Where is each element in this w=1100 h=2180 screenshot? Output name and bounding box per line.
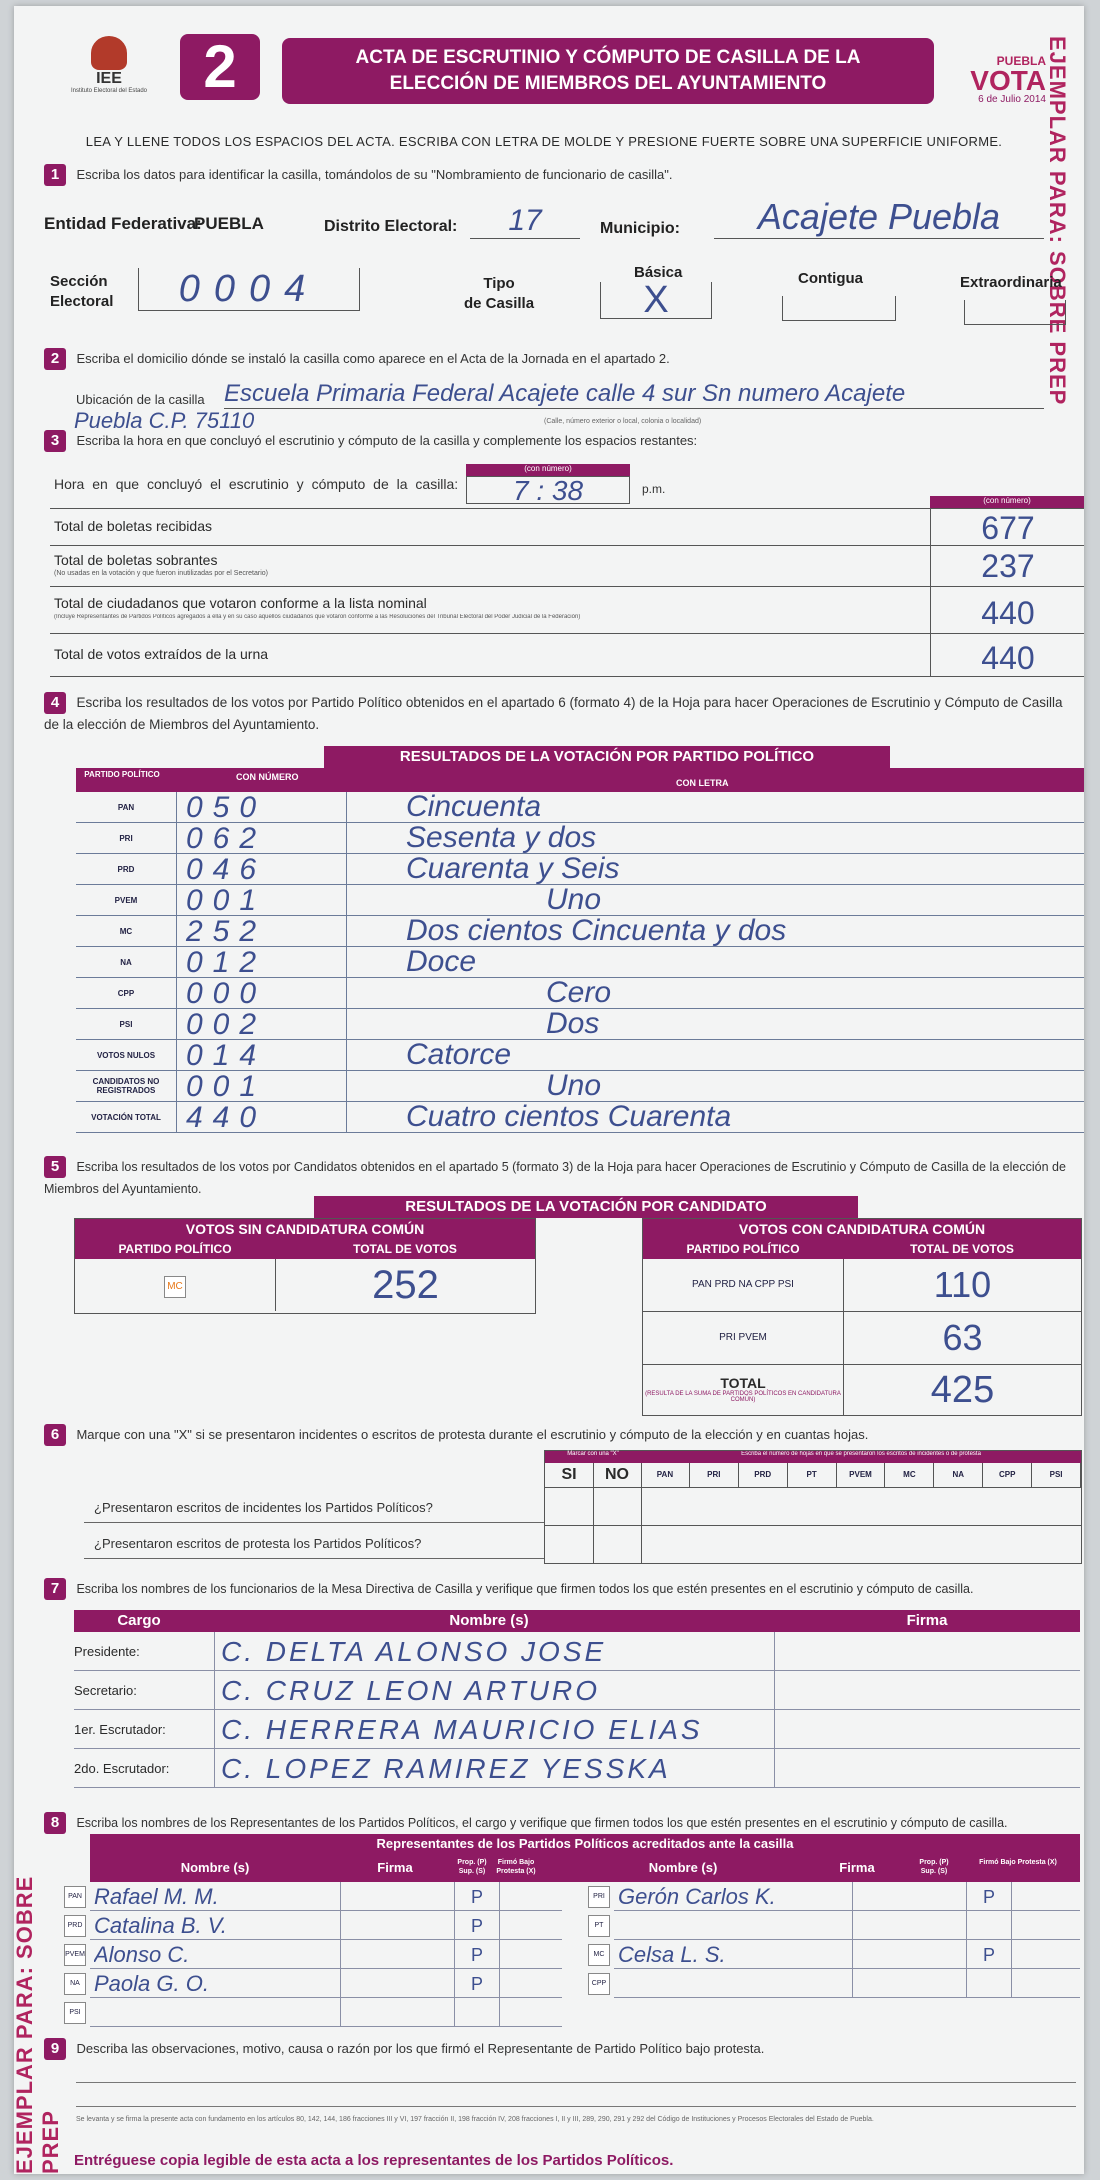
- votes-row-letters[interactable]: Sesenta y dos: [406, 823, 597, 853]
- votes-row-number[interactable]: 062: [186, 823, 347, 853]
- section-number: 4: [44, 692, 66, 714]
- votes-row-number[interactable]: 014: [186, 1040, 347, 1070]
- tipo-label-1: Tipo: [483, 275, 515, 292]
- rep-firma[interactable]: [852, 1882, 967, 1910]
- pm-label: p.m.: [642, 482, 666, 496]
- section-1-header: [44, 164, 672, 186]
- votes-row-number[interactable]: 001: [186, 1071, 347, 1101]
- hora-field[interactable]: 7 : 38: [466, 476, 630, 504]
- col-partido: PARTIDO POLÍTICO: [84, 770, 160, 779]
- rep-row: [65, 1940, 562, 1969]
- reps-col-prop: Prop. (P) Sup. (S): [457, 1859, 487, 1875]
- official-cargo: 2do. Escrutador:: [74, 1761, 170, 1776]
- seccion-label-2: Electoral: [50, 293, 114, 310]
- section-8-header: [44, 1812, 1008, 1834]
- section-number: 6: [44, 1424, 66, 1446]
- incident-party-cpp-icon: CPP: [983, 1463, 1032, 1487]
- incident-party-psi-icon: PSI: [1032, 1463, 1081, 1487]
- con-total-value[interactable]: 425: [930, 1369, 995, 1411]
- rep-party-pan-icon: PAN: [64, 1886, 86, 1908]
- official-row: [74, 1632, 1080, 1671]
- con-row: [643, 1259, 1081, 1312]
- votes-row-number[interactable]: 440: [186, 1102, 347, 1132]
- officials-body: [74, 1632, 1080, 1788]
- rep-nombre[interactable]: [618, 1911, 848, 1939]
- totals-row: [50, 508, 1084, 546]
- votes-row: [76, 978, 1084, 1009]
- votes-table-header: [76, 768, 1084, 792]
- seccion-label-1: Sección: [50, 273, 108, 290]
- rep-prop[interactable]: P: [454, 1940, 500, 1968]
- votes-row-letters[interactable]: Cuarenta y Seis: [406, 854, 620, 884]
- official-cargo: 1er. Escrutador:: [74, 1722, 166, 1737]
- iee-emblem-icon: [91, 36, 127, 70]
- totals-value[interactable]: 677: [930, 509, 1085, 545]
- section-7-header: [44, 1578, 973, 1600]
- con-row-value[interactable]: 63: [942, 1317, 983, 1358]
- ubicacion-line-1[interactable]: Escuela Primaria Federal Acajete calle 4 sur Sn numero Acajete: [224, 380, 1044, 409]
- votes-row-party: PRI: [76, 823, 177, 853]
- municipio-label: Municipio:: [600, 220, 680, 237]
- rep-prop[interactable]: [966, 1911, 1012, 1939]
- section-number: 9: [44, 2038, 66, 2060]
- totals-label: Total de ciudadanos que votaron conforme a la lista nominal: [54, 595, 427, 611]
- rep-party-cpp-icon: CPP: [588, 1973, 610, 1995]
- rep-nombre[interactable]: Paola G. O.: [94, 1971, 209, 1996]
- section-text: Escriba el domicilio dónde se instaló la casilla como aparece en el Acta de la Jornada en el apartado 2.: [76, 351, 670, 366]
- rep-firma[interactable]: [340, 1882, 455, 1910]
- votes-row-party: CANDIDATOS NO REGISTRADOS: [76, 1071, 177, 1101]
- sin-title: VOTOS SIN CANDIDATURA COMÚN: [75, 1219, 535, 1239]
- votes-row-number[interactable]: 046: [186, 854, 347, 884]
- votes-row-party: PRD: [76, 854, 177, 884]
- incident-party-mc-icon: MC: [885, 1463, 934, 1487]
- contigua-label: Contigua: [798, 270, 863, 287]
- section-number: 3: [44, 430, 66, 452]
- section-text: Escriba la hora en que concluyó el escrutinio y cómputo de la casilla y complemente los espacios restantes:: [76, 433, 698, 448]
- q-line: [84, 1522, 544, 1523]
- extraordinaria-checkbox[interactable]: [964, 300, 1066, 325]
- con-total-sub: (RESULTA DE LA SUMA DE PARTIDOS POLÍTICOS EN CANDIDATURA COMÚN): [645, 1391, 841, 1403]
- votes-row-party: NA: [76, 947, 177, 977]
- puebla-vota-brand: [946, 54, 1046, 105]
- rep-firma[interactable]: [340, 1911, 455, 1939]
- totals-value[interactable]: 237: [930, 546, 1085, 586]
- seccion-label: [50, 272, 113, 312]
- con-row-parties: PAN PRD NA CPP PSI: [643, 1259, 844, 1311]
- votes-row: [76, 1009, 1084, 1040]
- totals-row: [50, 546, 1084, 587]
- totals-table: [50, 508, 1084, 677]
- rep-nombre[interactable]: Alonso C.: [94, 1942, 190, 1967]
- obs-line[interactable]: [76, 2106, 1076, 2107]
- votes-table-title: RESULTADOS DE LA VOTACIÓN POR PARTIDO POLÍTICO: [324, 746, 890, 768]
- protesta-question: ¿Presentaron escritos de protesta los Partidos Políticos?: [94, 1536, 422, 1551]
- acta-title: [282, 38, 934, 104]
- footer-legal: Se levanta y se firma la presente acta con fundamento en los artículos 80, 142, 144, 186 fracciones III y VI, 197 fracción II, 198 fracción IV, 208 fracciones I, II y III, 289, 290, 291 y 292 del Código de Instituciones y Procesos Electorales del Estado de Puebla.: [76, 2116, 874, 2123]
- incident-party-headers: [641, 1463, 1081, 1487]
- tipo-label-2: de Casilla: [464, 295, 535, 312]
- ubicacion-line-2[interactable]: Puebla C.P. 75110: [74, 408, 255, 433]
- col-nombre: Nombre (s): [449, 1612, 529, 1629]
- rep-row: [593, 1882, 1080, 1911]
- acta-number: 2: [180, 34, 260, 100]
- mc-logo-icon: MC: [164, 1276, 186, 1298]
- reps-col-nombre-2: Nombre (s): [648, 1860, 718, 1875]
- rep-nombre[interactable]: Celsa L. S.: [618, 1942, 726, 1967]
- official-row: [74, 1671, 1080, 1710]
- incident-party-pvem-icon: PVEM: [837, 1463, 886, 1487]
- con-col-partido: PARTIDO POLÍTICO: [686, 1242, 800, 1256]
- rep-party-na-icon: NA: [64, 1973, 86, 1995]
- section-text: Escriba los resultados de los votos por Candidatos obtenidos en el apartado 5 (formato 3) de la Hoja para hacer Operaciones de Escrutinio y Cómputo de Casilla de la elección de Miembros del Ayuntamiento.: [44, 1160, 1066, 1196]
- section-text: Describa las observaciones, motivo, causa o razón por los que firmó el Representante de Partido Político bajo protesta.: [76, 2041, 765, 2056]
- votes-row: [76, 885, 1084, 916]
- rep-party-prd-icon: PRD: [64, 1915, 86, 1937]
- marcar-label: Marcar con una "X": [545, 1451, 641, 1463]
- section-text: Escriba los nombres de los Representantes de los Partidos Políticos, el cargo y verifique que firmen todos los que estén presentes en el escrutinio y cómputo de casilla.: [76, 1816, 1008, 1830]
- rep-nombre[interactable]: Gerón Carlos K.: [618, 1884, 776, 1909]
- entidad-label: Entidad Federativa:: [44, 214, 202, 233]
- votes-row-letters[interactable]: Cero: [546, 978, 612, 1008]
- votes-row-letters[interactable]: Dos: [546, 1009, 600, 1039]
- officials-header: [74, 1610, 1080, 1632]
- reps-col-bajo: Firmó Bajo Protesta (X): [496, 1859, 536, 1875]
- votes-row-letters[interactable]: Catorce: [406, 1040, 512, 1070]
- section-text: Escriba los resultados de los votos por Partido Político obtenidos en el apartado 6 (formato 4) de la Hoja para hacer Operaciones de Escrutinio y Cómputo de Casilla de la elección de Miembros del Ayuntamiento.: [44, 695, 1063, 732]
- official-cargo: Presidente:: [74, 1644, 140, 1659]
- entidad-value: PUEBLA: [194, 214, 264, 233]
- official-nombre[interactable]: C. CRUZ LEON ARTURO: [214, 1671, 774, 1709]
- votes-row-party: CPP: [76, 978, 177, 1008]
- rep-firma[interactable]: [852, 1911, 967, 1939]
- seccion-field[interactable]: 0004: [138, 268, 360, 311]
- votes-row-letters[interactable]: Doce: [406, 947, 477, 977]
- col-cargo: Cargo: [117, 1612, 161, 1629]
- hora-con-numero: (con número): [466, 464, 630, 476]
- brand-big: VOTA: [970, 65, 1046, 96]
- title-line-1: ACTA DE ESCRUTINIO Y CÓMPUTO DE CASILLA DE LA: [355, 47, 861, 68]
- incidents-grid: [544, 1450, 1082, 1564]
- totals-sub: (Incluye Representantes de Partidos Políticos agregados a ella y en su caso aquellos ciudadanos que votaron conforme a las Resoluciones del Tribunal Electoral del Poder Judicial de la Federación): [54, 614, 581, 620]
- rep-firma[interactable]: [852, 1940, 967, 1968]
- official-nombre[interactable]: C. DELTA ALONSO JOSE: [214, 1632, 774, 1670]
- rep-prop[interactable]: P: [966, 1882, 1012, 1910]
- iee-logo: [64, 36, 154, 106]
- votes-row: [76, 823, 1084, 854]
- basica-label: Básica: [634, 264, 683, 281]
- votes-row-number[interactable]: 252: [186, 916, 347, 946]
- rep-nombre[interactable]: [94, 1998, 336, 2026]
- con-row-value[interactable]: 110: [933, 1264, 992, 1305]
- votes-row: [76, 947, 1084, 978]
- section-2-header: [44, 348, 670, 370]
- obs-line[interactable]: [76, 2082, 1076, 2083]
- votes-row: [76, 1040, 1084, 1071]
- official-firma[interactable]: [774, 1671, 1081, 1709]
- reps-table-title: Representantes de los Partidos Políticos acreditados ante la casilla: [90, 1834, 1080, 1854]
- candidate-table-title: RESULTADOS DE LA VOTACIÓN POR CANDIDATO: [314, 1196, 858, 1218]
- reps-right-body: [591, 1882, 1080, 1998]
- rep-row: [591, 1969, 1080, 1998]
- votes-row: [76, 1071, 1084, 1102]
- official-firma[interactable]: [774, 1710, 1081, 1748]
- totals-value[interactable]: 440: [930, 587, 1085, 633]
- rep-party-psi-icon: PSI: [64, 2002, 86, 2024]
- votes-table-body: [76, 792, 1084, 1133]
- con-row: [643, 1312, 1081, 1365]
- votes-row-party: VOTACIÓN TOTAL: [76, 1102, 177, 1132]
- distrito-label: Distrito Electoral:: [324, 218, 458, 235]
- votes-row-party: PSI: [76, 1009, 177, 1039]
- rep-row: [593, 1940, 1080, 1969]
- con-row-parties: PRI PVEM: [643, 1312, 844, 1364]
- section-text: Escriba los datos para identificar la casilla, tomándolos de su "Nombramiento de funcionario de casilla".: [76, 167, 673, 182]
- rep-party-pt-icon: PT: [588, 1915, 610, 1937]
- sin-value[interactable]: 252: [372, 1263, 439, 1307]
- rep-nombre[interactable]: Catalina B. V.: [94, 1913, 227, 1938]
- sin-header: [75, 1239, 535, 1259]
- reps-left-body: [65, 1882, 562, 2027]
- col-firma: Firma: [906, 1612, 948, 1629]
- distrito-field[interactable]: 17: [470, 204, 580, 239]
- votes-row-number[interactable]: 002: [186, 1009, 347, 1039]
- rep-nombre[interactable]: [618, 1969, 848, 1997]
- rep-firma[interactable]: [340, 1998, 455, 2026]
- votes-row-party: VOTOS NULOS: [76, 1040, 177, 1070]
- hora-label: Hora en que concluyó el escrutinio y cómputo de la casilla:: [54, 476, 459, 492]
- footer-entregar: Entréguese copia legible de esta acta a los representantes de los Partidos Políticos.: [74, 2152, 674, 2169]
- rep-party-pvem-icon: PVEM: [64, 1944, 86, 1966]
- no-header: NO: [593, 1463, 642, 1487]
- rep-party-pri-icon: PRI: [588, 1886, 610, 1908]
- votes-row-letters[interactable]: Cincuenta: [406, 792, 542, 822]
- votes-row-party: PAN: [76, 792, 177, 822]
- votes-row-party: PVEM: [76, 885, 177, 915]
- contigua-checkbox[interactable]: [782, 296, 896, 321]
- reps-col-prop-2: Prop. (P) Sup. (S): [919, 1859, 949, 1875]
- extraordinaria-label: Extraordinaria: [960, 274, 1062, 291]
- con-total-text: TOTAL: [720, 1375, 766, 1391]
- grid-line: [593, 1463, 594, 1563]
- section-9-header: [44, 2038, 764, 2060]
- totals-value[interactable]: 440: [930, 634, 1085, 676]
- votes-row-letters[interactable]: Uno: [546, 885, 602, 915]
- votes-row-number[interactable]: 012: [186, 947, 347, 977]
- incidentes-question: ¿Presentaron escritos de incidentes los Partidos Políticos?: [94, 1500, 433, 1515]
- reps-col-nombre: Nombre (s): [180, 1860, 250, 1875]
- sin-col-partido: PARTIDO POLÍTICO: [118, 1242, 232, 1256]
- rep-firma[interactable]: [852, 1969, 967, 1997]
- rep-prop[interactable]: [966, 1969, 1012, 1997]
- votes-row: [76, 1102, 1084, 1133]
- rep-row: [70, 1969, 562, 1998]
- reps-col-firma-2: Firma: [839, 1860, 875, 1875]
- section-text: Marque con una "X" si se presentaron incidentes o escritos de protesta durante el escrutinio y cómputo de la elección y en cuantas hojas.: [76, 1427, 869, 1442]
- rep-nombre[interactable]: Rafael M. M.: [94, 1884, 219, 1909]
- section-number: 7: [44, 1578, 66, 1600]
- votes-row-number[interactable]: 000: [186, 978, 347, 1008]
- sin-row: [75, 1259, 535, 1311]
- totals-label: Total de boletas recibidas: [54, 518, 212, 534]
- official-row: [74, 1710, 1080, 1749]
- acta-sheet: [14, 6, 1084, 2174]
- totals-row: [50, 587, 1084, 634]
- votes-row-letters[interactable]: Cuatro cientos Cuarenta: [406, 1102, 732, 1132]
- incident-row-1: [545, 1487, 1081, 1526]
- ubicacion-sub: (Calle, número exterior o local, colonia o localidad): [544, 418, 702, 425]
- votes-row-party: MC: [76, 916, 177, 946]
- con-title: VOTOS CON CANDIDATURA COMÚN: [643, 1219, 1081, 1239]
- votes-row-letters[interactable]: Dos cientos Cincuenta y dos: [406, 916, 787, 946]
- rep-firma[interactable]: [340, 1969, 455, 1997]
- incident-party-prd-icon: PRD: [739, 1463, 788, 1487]
- instructions: LEA Y LLENE TODOS LOS ESPACIOS DEL ACTA. ESCRIBA CON LETRA DE MOLDE Y PRESIONE FUERTE SOBRE UNA SUPERFICIE UNIFORME.: [85, 134, 1003, 149]
- side-label-right: EJEMPLAR PARA: SOBRE PREP: [1045, 36, 1070, 406]
- section-4-header: [44, 692, 1074, 736]
- tipo-label: [464, 274, 534, 314]
- brand-small: PUEBLA: [996, 54, 1046, 68]
- official-firma[interactable]: [774, 1749, 1081, 1787]
- rep-prop[interactable]: P: [454, 1882, 500, 1910]
- votes-row: [76, 792, 1084, 823]
- col-numero: CON NÚMERO: [236, 772, 299, 782]
- rep-prop[interactable]: P: [454, 1969, 500, 1997]
- incident-row-2: [545, 1525, 1081, 1564]
- totals-row: [50, 634, 1084, 677]
- rep-prop[interactable]: P: [966, 1940, 1012, 1968]
- section-number: 5: [44, 1156, 66, 1178]
- reps-col-bajo-2: Firmó Bajo Protesta (X): [979, 1859, 1057, 1866]
- con-col-total: TOTAL DE VOTOS: [910, 1242, 1014, 1256]
- official-nombre[interactable]: C. LOPEZ RAMIREZ YESSKA: [214, 1749, 774, 1787]
- con-total-row: [643, 1365, 1081, 1415]
- official-nombre[interactable]: C. HERRERA MAURICIO ELIAS: [214, 1710, 774, 1748]
- side-label-left: EJEMPLAR PARA: SOBRE PREP: [12, 1875, 63, 2174]
- ubicacion-label: Ubicación de la casilla: [76, 392, 205, 407]
- col-letra: CON LETRA: [676, 778, 729, 788]
- con-total-label: [643, 1365, 844, 1415]
- totals-con-numero: (con número): [930, 496, 1084, 508]
- incident-party-na-icon: NA: [934, 1463, 983, 1487]
- sin-party: [75, 1259, 276, 1311]
- official-row: [74, 1749, 1080, 1788]
- q-line: [84, 1558, 544, 1559]
- escriba-label: Escriba el número de hojas en que se presentaron los escritos de incidentes o de protesta: [641, 1451, 1081, 1463]
- votes-row-letters[interactable]: Uno: [546, 1071, 602, 1101]
- votes-row: [76, 916, 1084, 947]
- votes-row-number[interactable]: 050: [186, 792, 347, 822]
- con-header: [643, 1239, 1081, 1259]
- si-header: SI: [545, 1463, 594, 1487]
- section-number: 8: [44, 1812, 66, 1834]
- rep-firma[interactable]: [340, 1940, 455, 1968]
- totals-label: Total de votos extraídos de la urna: [54, 646, 269, 662]
- incident-party-pt-icon: PT: [788, 1463, 837, 1487]
- municipio-field[interactable]: Acajete Puebla: [714, 196, 1044, 239]
- rep-row: [67, 1911, 562, 1940]
- sin-candidatura-table: [74, 1218, 536, 1314]
- rep-row: [69, 1998, 562, 2027]
- section-6-header: [44, 1424, 868, 1446]
- incident-party-pan-icon: PAN: [641, 1463, 690, 1487]
- rep-row: [594, 1911, 1080, 1940]
- reps-header: [90, 1854, 1080, 1882]
- rep-prop[interactable]: P: [454, 1911, 500, 1939]
- section-3-header: [44, 430, 697, 452]
- rep-party-mc-icon: MC: [588, 1944, 610, 1966]
- official-firma[interactable]: [774, 1632, 1081, 1670]
- votes-row: [76, 854, 1084, 885]
- official-cargo: Secretario:: [74, 1683, 137, 1698]
- grid-line: [641, 1463, 642, 1563]
- logo-text: IEE: [96, 70, 122, 87]
- votes-row-number[interactable]: 001: [186, 885, 347, 915]
- totals-label: Total de boletas sobrantes: [54, 552, 218, 568]
- basica-checkbox[interactable]: X: [600, 282, 712, 319]
- con-candidatura-table: [642, 1218, 1082, 1416]
- section-5-header: [44, 1156, 1074, 1200]
- rep-prop[interactable]: [454, 1998, 500, 2026]
- totals-sub: (No usadas en la votación y que fueron inutilizadas por el Secretario): [54, 570, 269, 577]
- rep-row: [68, 1882, 562, 1911]
- title-line-2: ELECCIÓN DE MIEMBROS DEL AYUNTAMIENTO: [389, 73, 827, 94]
- section-text: Escriba los nombres de los funcionarios de la Mesa Directiva de Casilla y verifique que firmen todos los que estén presentes en el escrutinio y cómputo de casilla.: [76, 1582, 974, 1596]
- brand-date: 6 de Julio 2014: [978, 94, 1046, 105]
- section-number: 1: [44, 164, 66, 186]
- logo-subtext: Instituto Electoral del Estado: [70, 88, 148, 94]
- section-number: 2: [44, 348, 66, 370]
- incident-party-pri-icon: PRI: [690, 1463, 739, 1487]
- reps-col-firma: Firma: [377, 1860, 413, 1875]
- sin-col-total: TOTAL DE VOTOS: [353, 1242, 457, 1256]
